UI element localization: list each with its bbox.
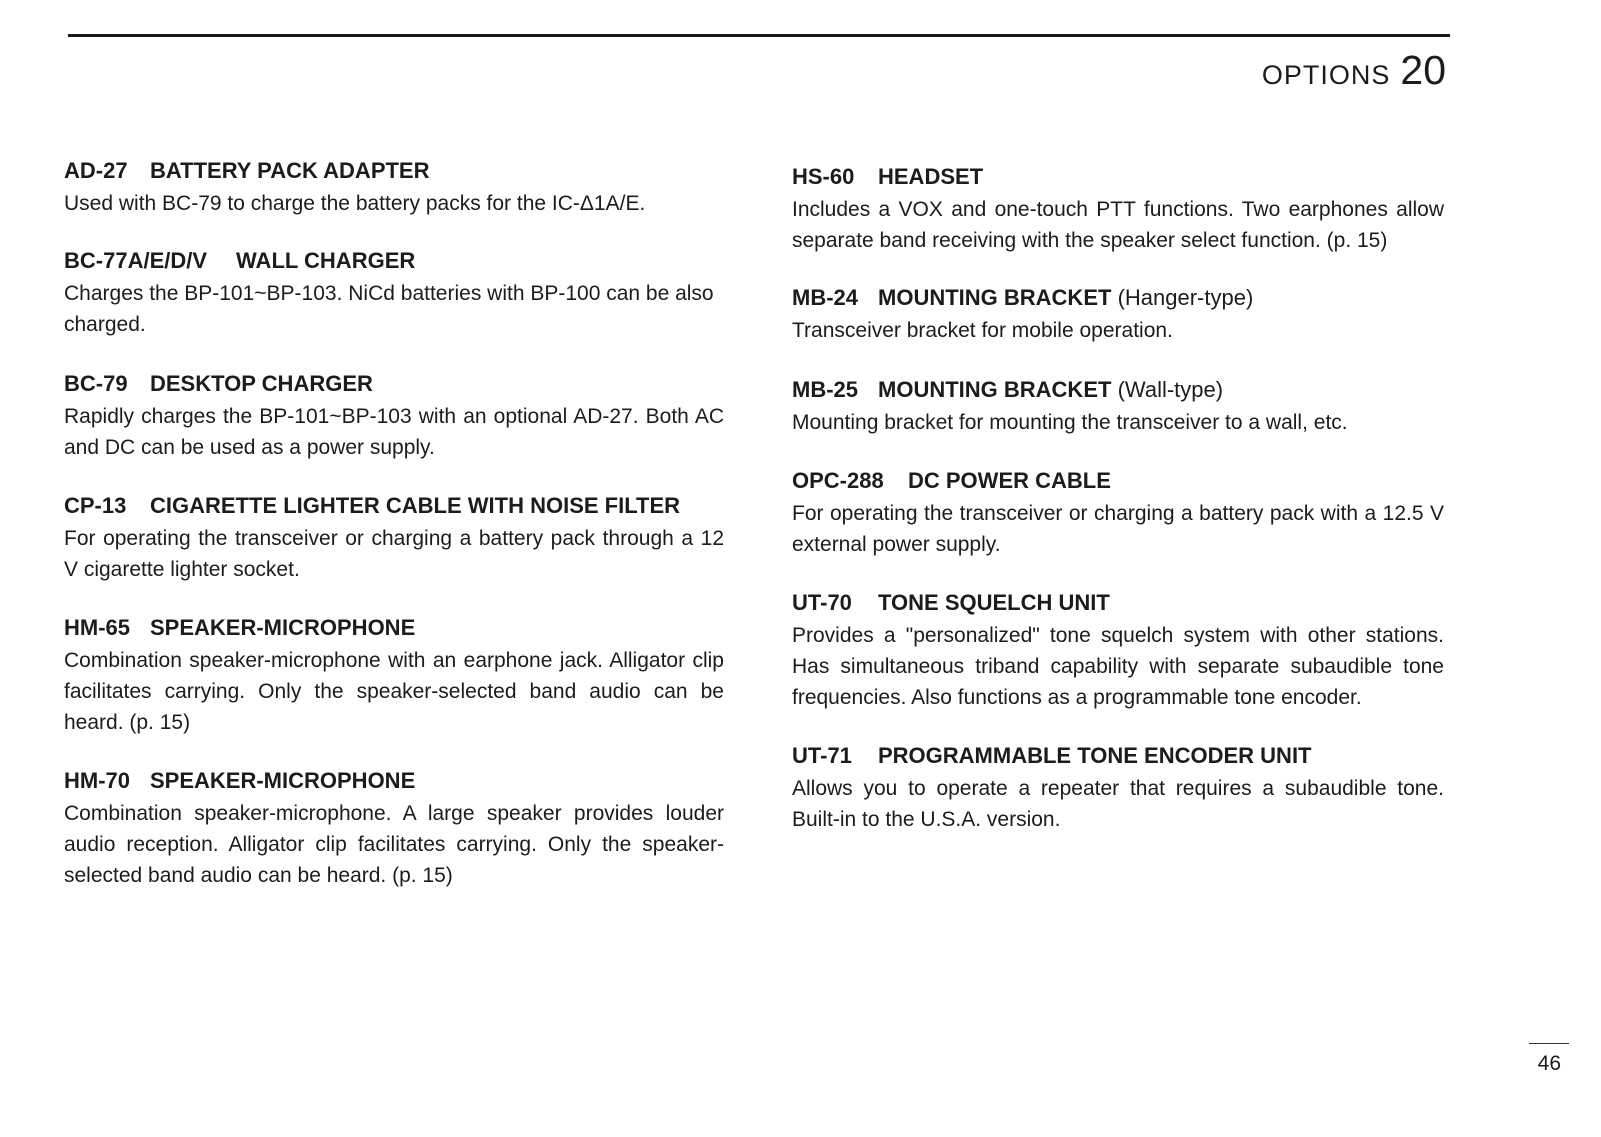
option-name: PROGRAMMABLE TONE ENCODER UNIT [878, 743, 1312, 768]
option-code: UT-71 [792, 743, 852, 768]
option-name: BATTERY PACK ADAPTER [150, 158, 430, 183]
option-code: BC-77A/E/D/V [64, 248, 208, 273]
option-entry-ad-27 [64, 156, 724, 219]
option-title [64, 246, 724, 276]
option-entry-bc-77 [64, 246, 724, 340]
option-title [64, 613, 724, 643]
option-code: MB-24 [792, 285, 859, 310]
option-entry-hm-65 [64, 613, 724, 738]
option-title [792, 162, 1444, 192]
page-number: 46 [1537, 1052, 1561, 1075]
option-code: HS-60 [792, 164, 855, 189]
option-title [792, 741, 1444, 771]
option-entry-bc-79 [64, 369, 724, 463]
option-code: BC-79 [64, 371, 128, 396]
option-description: Allows you to operate a repeater that requires a subaudible tone. Built-in to the U.S.A. version. [792, 777, 1444, 831]
option-name: TONE SQUELCH UNIT [878, 590, 1110, 615]
right-column [792, 150, 1444, 835]
option-type: (Hanger-type) [1117, 285, 1254, 310]
left-column [64, 150, 724, 891]
option-entry-opc-288 [792, 466, 1444, 560]
option-entry-hm-70 [64, 766, 724, 891]
option-entry-mb-25 [792, 375, 1444, 438]
option-entry-hs-60 [792, 162, 1444, 256]
option-title [64, 156, 724, 186]
option-description: Used with BC-79 to charge the battery packs for the IC-Δ1A/E. [64, 192, 646, 215]
option-title [64, 766, 724, 796]
option-title [792, 588, 1444, 618]
option-code: HM-65 [64, 615, 131, 640]
option-name: HEADSET [878, 164, 984, 189]
option-description: Transceiver bracket for mobile operation. [792, 319, 1173, 342]
option-name: DESKTOP CHARGER [150, 371, 373, 396]
option-description: For operating the transceiver or charging a battery pack through a 12 V cigarette lighter socket. [64, 527, 724, 581]
option-entry-ut-71 [792, 741, 1444, 835]
page-number-rule [1529, 1043, 1569, 1044]
section-header [1261, 47, 1446, 93]
option-description: Provides a "personalized" tone squelch system with other stations. Has simultaneous triband capability with separate subaudible tone frequencies. Also functions as a programmable tone encoder. [792, 624, 1444, 709]
option-code: AD-27 [64, 158, 128, 183]
option-name: DC POWER CABLE [908, 468, 1111, 493]
option-title [792, 375, 1444, 405]
option-name: SPEAKER-MICROPHONE [150, 768, 416, 793]
option-description: Combination speaker-microphone. A large speaker provides louder audio reception. Alligator clip facilitates carrying. Only the speaker-selected band audio can be heard. (p. 15) [64, 802, 724, 887]
option-code: MB-25 [792, 377, 859, 402]
option-description: Includes a VOX and one-touch PTT functions. Two earphones allow separate band receiving with the speaker select function. (p. 15) [792, 198, 1444, 252]
option-description: Charges the BP-101~BP-103. NiCd batteries with BP-100 can be also charged. [64, 282, 714, 336]
option-name: MOUNTING BRACKET [878, 285, 1112, 310]
option-description: Mounting bracket for mounting the transceiver to a wall, etc. [792, 411, 1348, 434]
section-number: 20 [1400, 47, 1446, 93]
option-code: OPC-288 [792, 468, 884, 493]
option-description: For operating the transceiver or charging a battery pack with a 12.5 V external power supply. [792, 502, 1444, 556]
option-title [64, 491, 724, 521]
option-title [792, 283, 1444, 313]
option-name: WALL CHARGER [236, 248, 416, 273]
option-entry-mb-24 [792, 283, 1444, 346]
option-name: SPEAKER-MICROPHONE [150, 615, 416, 640]
option-title [64, 369, 724, 399]
section-title: OPTIONS [1261, 60, 1391, 90]
option-type: (Wall-type) [1117, 377, 1224, 402]
option-name: CIGARETTE LIGHTER CABLE WITH NOISE FILTER [150, 493, 681, 518]
option-code: UT-70 [792, 590, 852, 615]
option-description: Rapidly charges the BP-101~BP-103 with an optional AD-27. Both AC and DC can be used as a power supply. [64, 405, 724, 459]
option-code: CP-13 [64, 493, 127, 518]
option-entry-cp-13 [64, 491, 724, 585]
option-code: HM-70 [64, 768, 131, 793]
option-title [792, 466, 1444, 496]
option-name: MOUNTING BRACKET [878, 377, 1112, 402]
option-entry-ut-70 [792, 588, 1444, 713]
option-description: Combination speaker-microphone with an earphone jack. Alligator clip facilitates carrying. Only the speaker-selected band audio can be heard. (p. 15) [64, 649, 724, 734]
header-rule [68, 34, 1450, 37]
